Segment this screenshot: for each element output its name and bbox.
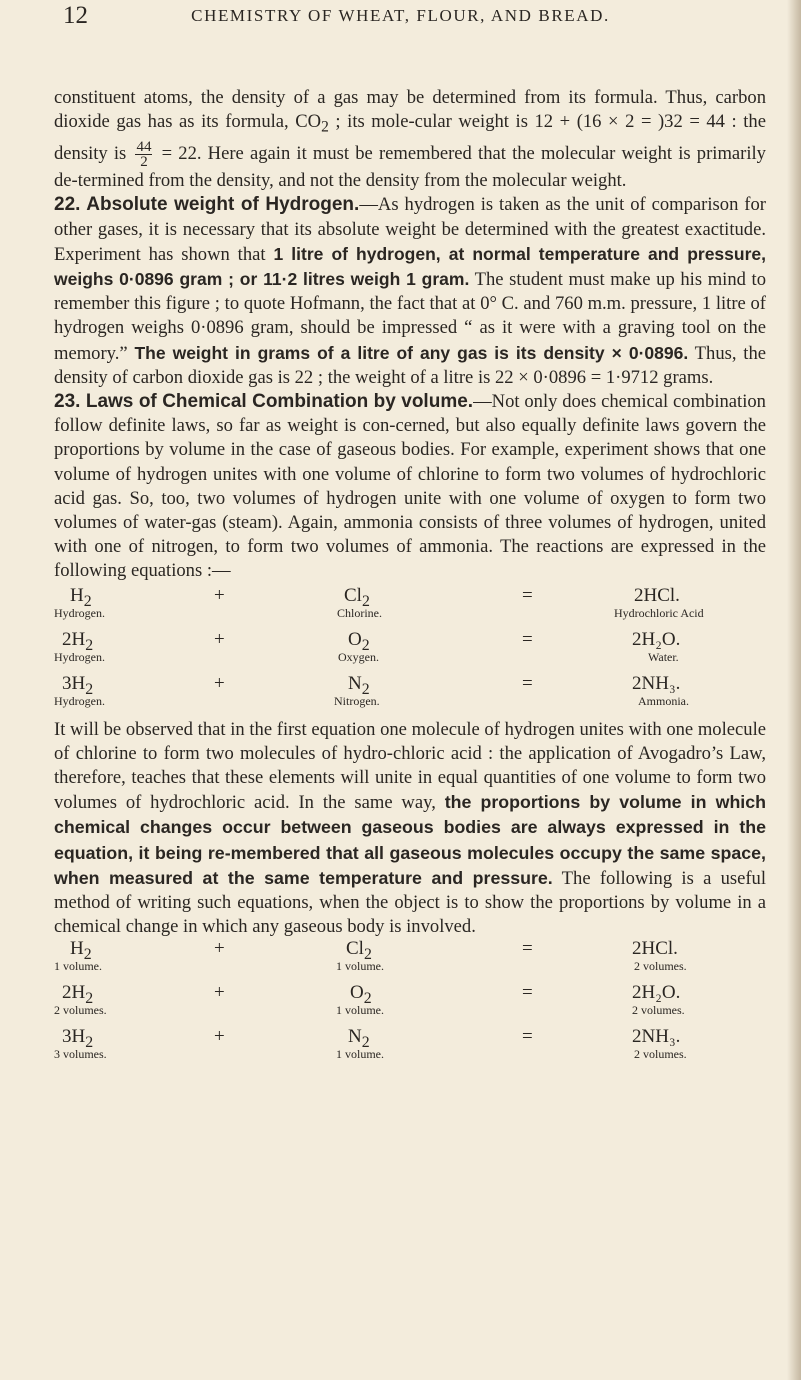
formula: 2H₂O.	[632, 982, 681, 1004]
text: = 22. Here again it must be remembered that the molecular weight is primarily de-termined from the density, and not the density from the molecular weight.	[54, 142, 766, 192]
label: 2 volumes.	[632, 1003, 685, 1018]
equation-row	[54, 983, 766, 1027]
formula: $2H_2$	[62, 982, 94, 1008]
label: 1 volume.	[54, 959, 102, 974]
operator: +	[214, 982, 225, 1004]
label: 2 volumes.	[634, 959, 687, 974]
label: 2 volumes.	[54, 1003, 107, 1018]
page-number: 12	[63, 2, 88, 29]
running-head: CHEMISTRY OF WHEAT, FLOUR, AND BREAD.	[191, 6, 610, 25]
label: 2 volumes.	[634, 1047, 687, 1062]
formula: $Cl_2$	[346, 938, 372, 964]
text: Thus, the density of carbon dioxide gas is 22 ; the weight of a litre is 22 × 0·0896 = 1·9712 grams.	[54, 342, 767, 388]
bold-statement: 1 litre of hydrogen, at normal temperature and pressure, weighs 0·0896 gram ; or 11·2 litres weigh 1 gram.	[54, 243, 766, 289]
text: The following is a useful method of writing such equations, when the object is to show the proportions by volume in a chemical change in which any gaseous body is involved.	[54, 867, 767, 938]
operator: +	[214, 938, 225, 960]
formula: $3H_2$	[62, 672, 94, 698]
fraction-denominator: 2	[140, 154, 148, 171]
page-body	[54, 86, 766, 1067]
formula: $Cl_2$	[344, 584, 370, 610]
formula: $O_2$	[350, 982, 372, 1008]
formula: $O_2$	[348, 628, 370, 654]
label: 3 volumes.	[54, 1047, 107, 1062]
formula: $H_2$	[70, 938, 92, 964]
equation-row	[54, 1027, 766, 1071]
operator: =	[522, 982, 533, 1004]
fraction-numerator: 44	[136, 139, 152, 156]
formula: 2HCl.	[634, 584, 680, 606]
bold-statement: the proportions by volume in which chemical changes occur between gaseous bodies are always expressed in the equation, it being re-membered that all gaseous molecules occupy the same space, when measured at the same temperature and pressure.	[54, 792, 766, 888]
text: —As hydrogen is taken as the unit of comparison for other gases, it is necessary that its absolute weight be determined with the greatest exactitude. Experiment has shown that	[54, 194, 766, 265]
equation-row	[54, 630, 766, 674]
formula: 2NH₃.	[632, 672, 681, 694]
label: 1 volume.	[336, 1003, 384, 1018]
label: Chlorine.	[337, 605, 382, 620]
text: It will be observed that in the first equation one molecule of hydrogen unites with one molecule of chlorine to form two molecules of hydro-chloric acid : the application of Avogadro’s Law, therefore, teaches that these elements will unite in equal quantities of one volume to form two volumes of hydrochloric acid. In the same way,	[54, 718, 766, 814]
label: Oxygen.	[338, 649, 379, 664]
section-heading: 22. Absolute weight of Hydrogen.	[54, 194, 360, 216]
operator: =	[522, 584, 533, 606]
text: The student must make up his mind to remember this figure ; to quote Hofmann, the fact that at 0° C. and 760 m.m. pressure, 1 litre of hydrogen weighs 0·0896 gram, should be impressed “ as it were with a graving tool on the memory.”	[54, 268, 767, 364]
formula: 2NH₃.	[632, 1026, 681, 1048]
equation-row	[54, 586, 766, 630]
section-23	[54, 390, 766, 584]
formula: $2H_2$	[62, 628, 94, 654]
formula: $N_2$	[348, 672, 370, 698]
label: Nitrogen.	[334, 693, 380, 708]
label: Hydrochloric Acid	[614, 605, 704, 620]
operator: +	[214, 628, 225, 650]
bold-statement: The weight in grams of a litre of any gas is its density × 0·0896.	[134, 342, 689, 363]
formula: $N_2$	[348, 1026, 370, 1052]
operator: =	[522, 628, 533, 650]
operator: +	[214, 672, 225, 694]
label: 1 volume.	[336, 959, 384, 974]
paragraph-avogadro	[54, 718, 766, 940]
equations-block-2	[54, 939, 766, 1067]
subscript: 2	[321, 118, 329, 136]
label: Water.	[648, 649, 679, 664]
page-edge-shadow	[787, 0, 801, 1380]
label: Hydrogen.	[54, 649, 105, 664]
formula: 2HCl.	[632, 938, 678, 960]
label: Hydrogen.	[54, 693, 105, 708]
formula: 2H₂O.	[632, 628, 681, 650]
equations-block-1	[54, 586, 766, 718]
operator: +	[214, 1026, 225, 1048]
formula: $3H_2$	[62, 1026, 94, 1052]
paragraph-density	[54, 86, 766, 193]
equation-row	[54, 939, 766, 983]
label: Ammonia.	[638, 693, 689, 708]
fraction	[135, 140, 152, 169]
text: ; its mole-cular weight is 12 + (16 × 2 = )32 = 44 : the density is	[54, 111, 766, 164]
section-22	[54, 193, 766, 390]
text: constituent atoms, the density of a gas may be determined from its formula. Thus, carbon dioxide gas has as its formula, CO	[54, 87, 766, 133]
operator: +	[214, 584, 225, 606]
operator: =	[522, 672, 533, 694]
operator: =	[522, 1026, 533, 1048]
formula: $H_2$	[70, 584, 92, 610]
section-heading: 23. Laws of Chemical Combination by volume.	[54, 390, 474, 412]
operator: =	[522, 938, 533, 960]
equation-row	[54, 674, 766, 718]
label: 1 volume.	[336, 1047, 384, 1062]
text: —Not only does chemical combination follow definite laws, so far as weight is con-cerned, but also equally definite laws govern the proportions by volume in the case of gaseous bodies. For example, experiment shows that one volume of hydrogen unites with one volume of chlorine to form two volumes of hydrochloric acid gas. So, too, two volumes of hydrogen unite with one volume of oxygen to form two volumes of water-gas (steam). Again, ammonia consists of three volumes of hydrogen, united with one of nitrogen, to form two volumes of ammonia. The reactions are expressed in the following equations :—	[54, 390, 766, 582]
label: Hydrogen.	[54, 605, 105, 620]
